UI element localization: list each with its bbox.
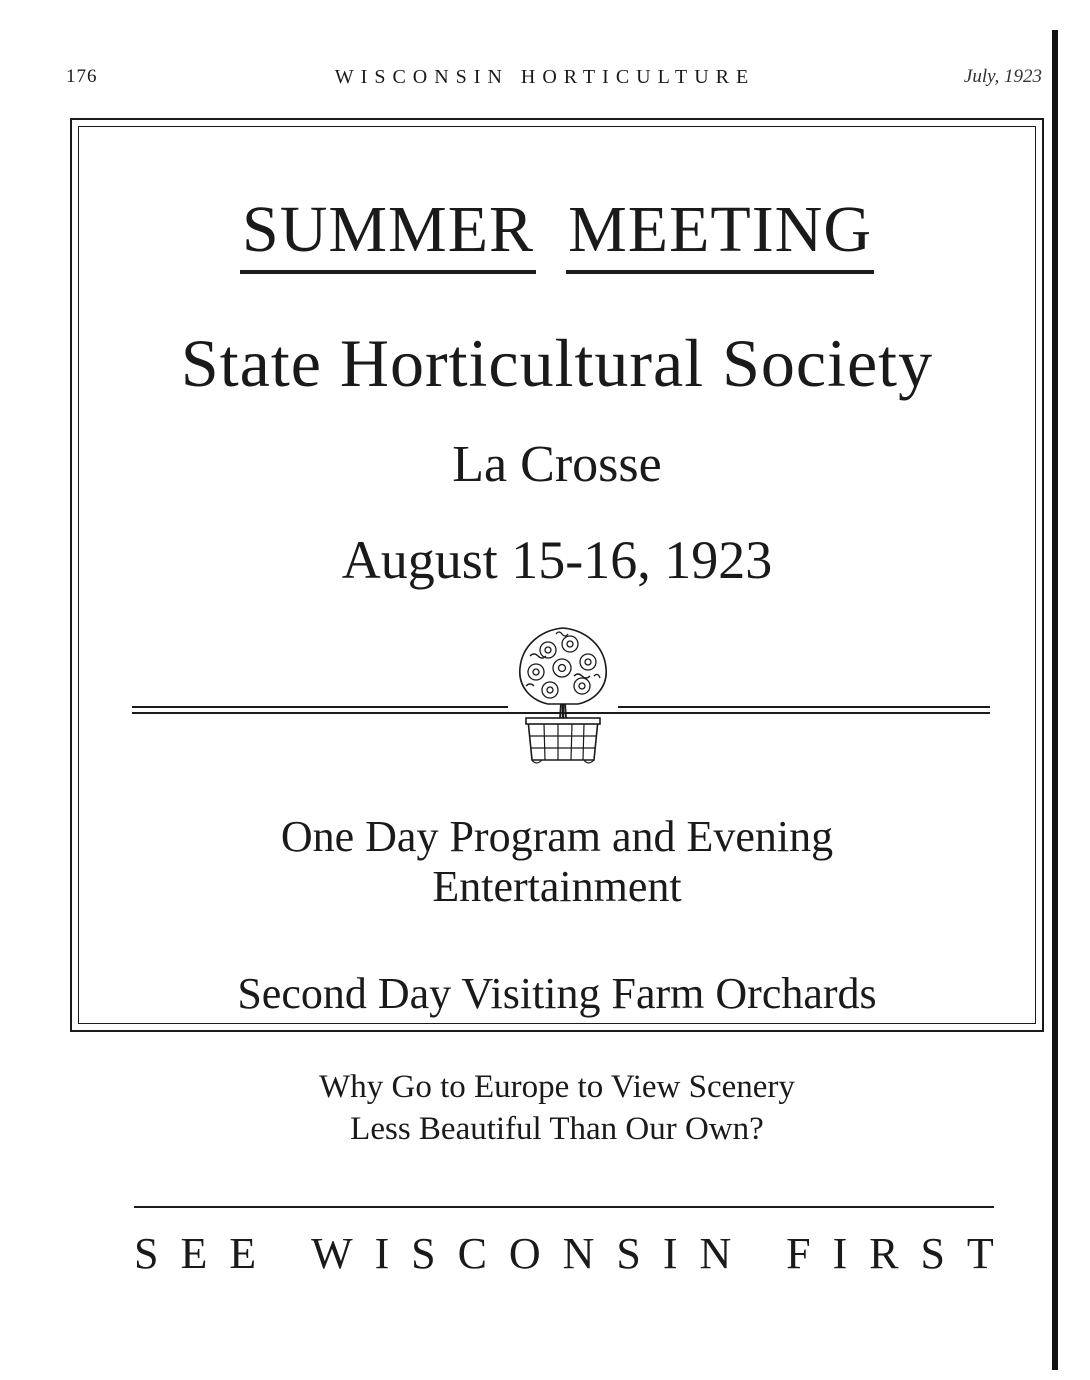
slogan-letter: N — [562, 1229, 595, 1278]
meeting-city: La Crosse — [452, 436, 662, 493]
society-name: State Horticultural Society — [180, 325, 934, 401]
slogan-letter: E — [180, 1229, 208, 1278]
second-day-description: Second Day Visiting Farm Orchards — [237, 969, 877, 1018]
slogan-letter: S — [411, 1229, 436, 1278]
page-number: 176 — [66, 66, 98, 87]
program-description — [78, 812, 1036, 912]
slogan-space — [278, 1226, 289, 1282]
title-word-summer: SUMMER — [240, 190, 536, 274]
journal-title: WISCONSIN HORTICULTURE — [334, 66, 756, 88]
slogan-letter: O — [508, 1229, 541, 1278]
slogan-letter: I — [662, 1229, 678, 1278]
issue-date: July, 1923 — [963, 66, 1042, 87]
slogan — [134, 1226, 994, 1282]
running-head — [0, 66, 1090, 96]
scenery-question — [78, 1066, 1036, 1150]
title-word-meeting: MEETING — [566, 190, 874, 274]
question-line-2: Less Beautiful Than Our Own? — [350, 1111, 764, 1147]
slogan-rule — [134, 1206, 994, 1208]
meeting-dates: August 15-16, 1923 — [341, 530, 773, 590]
slogan-letter: T — [966, 1229, 994, 1278]
slogan-letter: N — [699, 1229, 732, 1278]
potted-flowering-tree-icon — [508, 620, 618, 776]
slogan-letter: W — [311, 1229, 353, 1278]
slogan-letter: E — [229, 1229, 257, 1278]
slogan-letter: S — [134, 1229, 159, 1278]
slogan-letter: R — [869, 1229, 899, 1278]
slogan-letter: S — [616, 1229, 641, 1278]
slogan-letter: I — [832, 1229, 848, 1278]
meeting-title — [78, 190, 1036, 280]
question-line-1: Why Go to Europe to View Scenery — [319, 1069, 795, 1105]
slogan-letter: S — [920, 1229, 945, 1278]
scan-edge-bar — [1052, 30, 1058, 1370]
slogan-letter: I — [374, 1229, 390, 1278]
slogan-letter: C — [457, 1229, 487, 1278]
slogan-letter: F — [786, 1229, 811, 1278]
slogan-space — [753, 1226, 764, 1282]
program-line-2: Entertainment — [432, 862, 682, 911]
program-line-1: One Day Program and Evening — [280, 812, 834, 861]
